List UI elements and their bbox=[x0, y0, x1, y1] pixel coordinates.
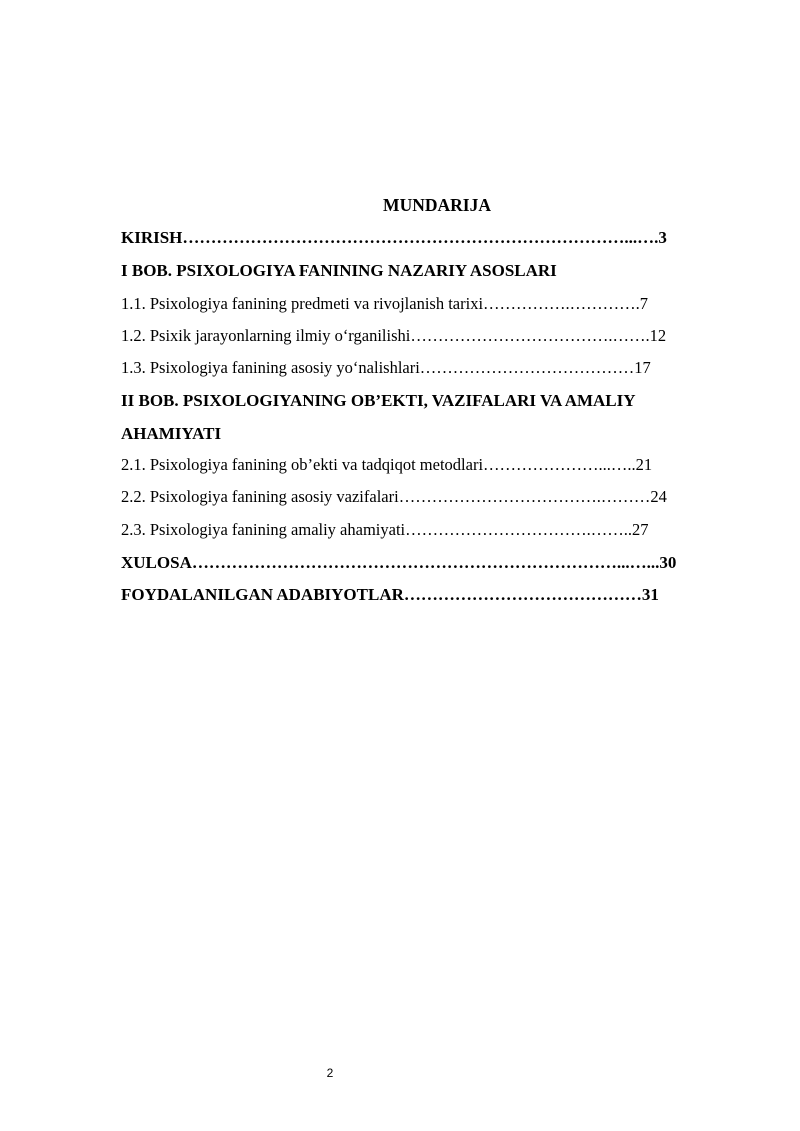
toc-entry-xulosa: XULOSA…………………………………………………………………...…...30 bbox=[121, 553, 677, 572]
toc-chapter-2: II BOB. PSIXOLOGIYANING OB’EKTI, VAZIFALARI VA AMALIY bbox=[121, 391, 636, 410]
toc-section-1-1: 1.1. Psixologiya fanining predmeti va rivojlanish tarixi…………….………….7 bbox=[121, 294, 649, 313]
toc-entry-kirish: KIRISH……………………………………………………………………...….3 bbox=[121, 228, 667, 247]
toc-section-2-2: 2.2. Psixologiya fanining asosiy vazifalari……………………………….………24 bbox=[121, 487, 667, 506]
page-number: 2 bbox=[326, 1066, 334, 1080]
toc-section-2-3: 2.3. Psixologiya fanining amaliy ahamiyati…………………………….……..27 bbox=[121, 520, 649, 539]
toc-chapter-1: I BOB. PSIXOLOGIYA FANINING NAZARIY ASOSLARI bbox=[121, 261, 557, 280]
toc-entry-adabiyotlar: FOYDALANILGAN ADABIYOTLAR……………………………………31 bbox=[121, 585, 659, 604]
toc-section-1-2: 1.2. Psixik jarayonlarning ilmiy o‘rganilishi……………………………….…….12 bbox=[121, 326, 667, 345]
toc-chapter-2-continued: AHAMIYATI bbox=[121, 424, 222, 443]
page-title: MUNDARIJA bbox=[383, 195, 491, 215]
toc-section-1-3: 1.3. Psixologiya fanining asosiy yo‘nalishlari…………………………………17 bbox=[121, 358, 651, 377]
toc-section-2-1: 2.1. Psixologiya fanining ob’ekti va tadqiqot metodlari…………………...…..21 bbox=[121, 455, 653, 474]
